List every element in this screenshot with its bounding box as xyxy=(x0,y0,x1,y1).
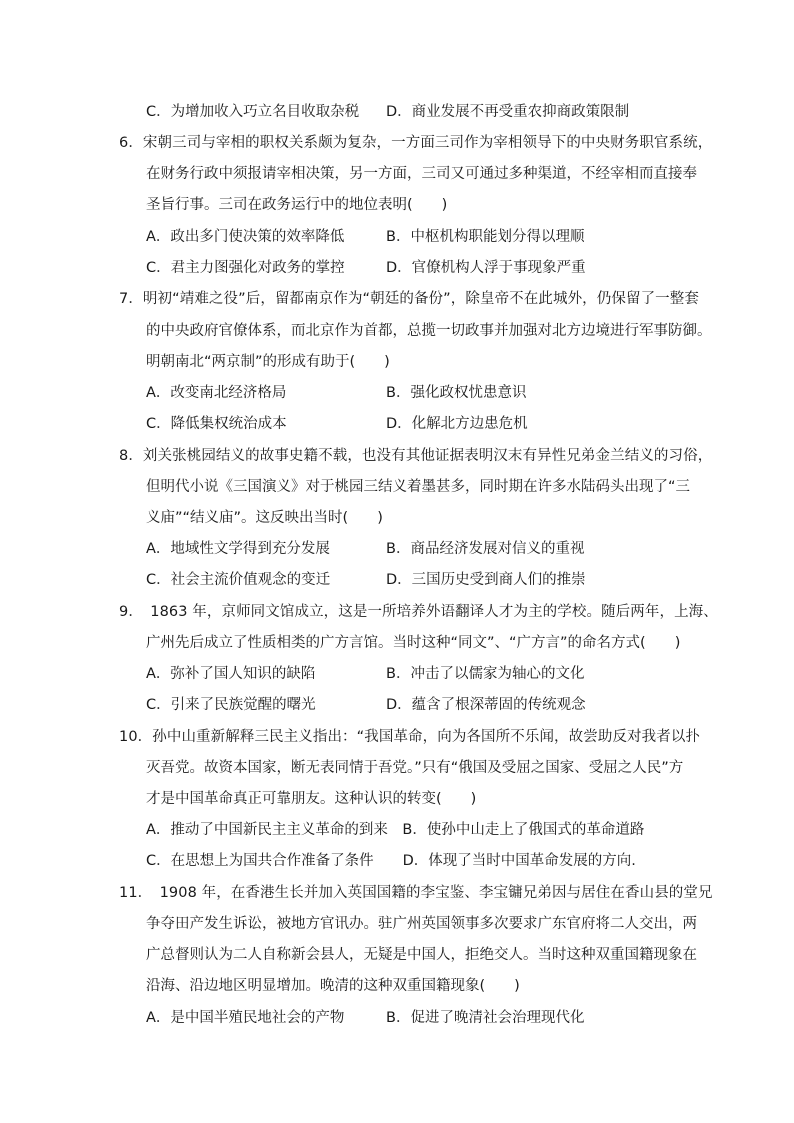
question-11-stem-line: 广总督则认为二人自称新会县人，无疑是中国人，拒绝交人。当时这种双重国籍现象在 xyxy=(146,947,697,963)
option-c: C．降低集权统治成本 xyxy=(146,416,287,432)
option-b: B．商品经济发展对信义的重视 xyxy=(386,541,585,557)
question-9-stem: 9． 1863 年，京师同文馆成立，这是一所培养外语翻译人才为主的学校。随后两年，上海、 xyxy=(119,604,718,620)
option-a: A．改变南北经济格局 xyxy=(146,385,287,401)
question-7-stem-line: 明朝南北“两京制”的形成有助于( ) xyxy=(146,354,390,370)
question-6-stem-line: 在财务行政中须报请宰相决策，另一方面，三司又可通过多种渠道，不经宰相而直接奉 xyxy=(146,166,697,182)
question-6-stem: 6．宋朝三司与宰相的职权关系颇为复杂，一方面三司作为宰相领导下的中央财务职官系统， xyxy=(119,135,713,151)
option-c: C．引来了民族觉醒的曙光 xyxy=(146,697,316,713)
option-a: A．地域性文学得到充分发展 xyxy=(146,541,330,557)
option-a: A．弥补了国人知识的缺陷 xyxy=(146,666,316,682)
question-9-stem-line: 广州先后成立了性质相类的广方言馆。当时这种“同文”、“广方言”的命名方式( ) xyxy=(146,635,681,651)
question-6-stem-line: 圣旨行事。三司在政务运行中的地位表明( ) xyxy=(146,197,448,213)
question-10-stem-line: 灭吾党。故资本国家，断无表同情于吾党。”只有“俄国及受屈之国家、受屈之人民”方 xyxy=(146,760,684,776)
option-d: D．商业发展不再受重农抑商政策限制 xyxy=(386,104,630,120)
option-d: D．官僚机构人浮于事现象严重 xyxy=(386,260,586,276)
question-8-stem-line: 义庙”“结义庙”。这反映出当时( ) xyxy=(146,510,383,526)
question-10-stem-line: 才是中国革命真正可靠朋友。这种认识的转变( ) xyxy=(146,791,477,807)
option-b: B．促进了晚清社会治理现代化 xyxy=(386,1010,585,1026)
question-10-stem: 10．孙中山重新解释三民主义指出：“我国革命，向为各国所不乐闻，故尝助反对我者以扑 xyxy=(119,729,701,745)
option-a: A．是中国半殖民地社会的产物 xyxy=(146,1010,345,1026)
option-d: D．蕴含了根深蒂固的传统观念 xyxy=(386,697,586,713)
option-c: C．君主力图强化对政务的掌控 xyxy=(146,260,345,276)
option-c: C．为增加收入巧立名目收取杂税 xyxy=(146,104,360,120)
question-11-stem: 11． 1908 年，在香港生长并加入英国国籍的李宝鉴、李宝镛兄弟因与居住在香山县的堂兄 xyxy=(119,885,713,901)
option-a-b: A．推动了中国新民主主义革命的到来 B．使孙中山走上了俄国式的革命道路 xyxy=(146,822,645,838)
option-c-d: C．在思想上为国共合作准备了条件 D．体现了当时中国革命发展的方向. xyxy=(146,853,636,869)
option-d: D．三国历史受到商人们的推崇 xyxy=(386,572,586,588)
question-8-stem: 8．刘关张桃园结义的故事史籍不载，也没有其他证据表明汉末有异性兄弟金兰结义的习俗， xyxy=(119,448,713,464)
question-11-stem-line: 争夺田产发生诉讼，被地方官讯办。驻广州英国领事多次要求广东官府将二人交出，两 xyxy=(146,916,697,932)
option-a: A．政出多门使决策的效率降低 xyxy=(146,229,345,245)
option-b: B．中枢机构职能划分得以理顺 xyxy=(386,229,585,245)
question-11-stem-line: 沿海、沿边地区明显增加。晚清的这种双重国籍现象( ) xyxy=(146,978,520,994)
option-c: C．社会主流价值观念的变迁 xyxy=(146,572,331,588)
option-b: B．冲击了以儒家为轴心的文化 xyxy=(386,666,585,682)
question-8-stem-line: 但明代小说《三国演义》对于桃园三结义着墨甚多，同时期在许多水陆码头出现了“三 xyxy=(146,479,691,495)
question-7-stem: 7．明初“靖难之役”后，留都南京作为“朝廷的备份”，除皇帝不在此城外，仍保留了一整套 xyxy=(119,291,699,307)
option-b: B．强化政权忧患意识 xyxy=(386,385,527,401)
option-d: D．化解北方边患危机 xyxy=(386,416,528,432)
question-7-stem-line: 的中央政府官僚体系，而北京作为首都，总揽一切政事并加强对北方边境进行军事防御。 xyxy=(146,323,712,339)
